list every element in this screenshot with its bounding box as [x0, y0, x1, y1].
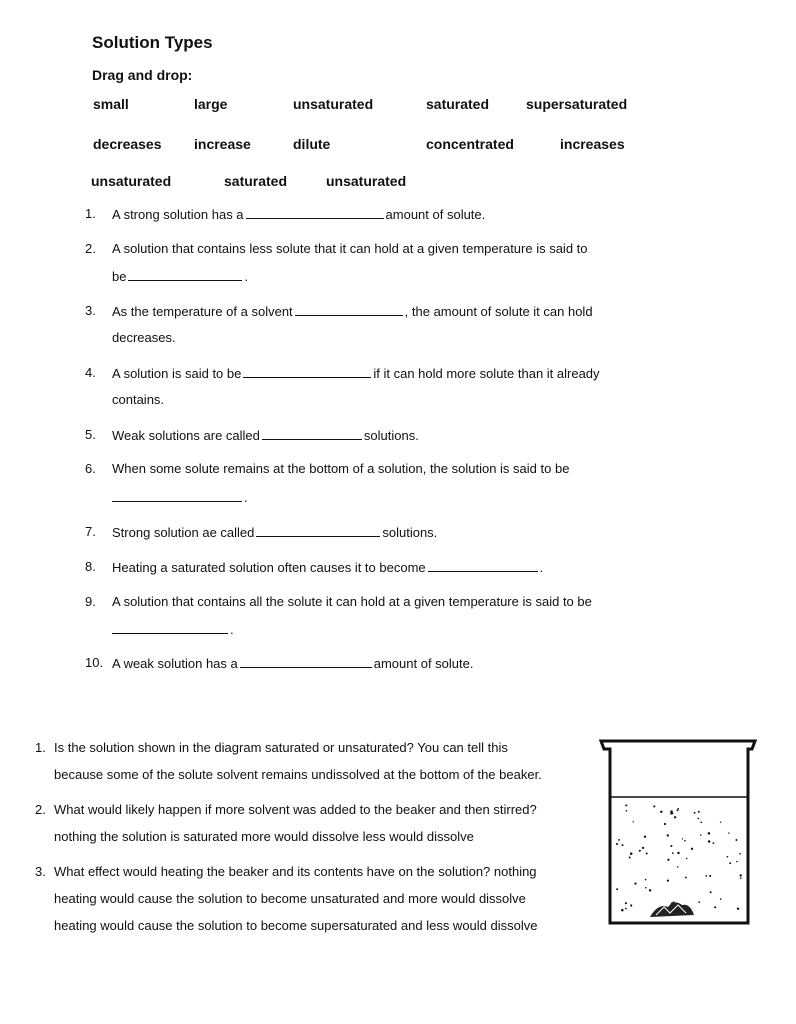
- question-number: 3.: [35, 864, 46, 879]
- question-9-continued: [112, 621, 234, 637]
- instruction-text: Drag and drop:: [92, 67, 193, 83]
- particle-dot: [660, 811, 662, 813]
- particle-dot: [694, 812, 696, 814]
- particle-dot: [698, 901, 700, 903]
- particle-dot: [705, 875, 707, 877]
- question-text: A strong solution has a: [112, 207, 244, 222]
- question-text: solutions.: [382, 525, 438, 540]
- question-number: 1.: [85, 206, 96, 221]
- question-text: As the temperature of a solvent: [112, 304, 293, 319]
- particle-dot: [642, 847, 644, 849]
- answer-drop-blank[interactable]: [243, 365, 371, 378]
- beaker-answer-choices-2[interactable]: [54, 829, 474, 844]
- particle-dot: [708, 840, 711, 843]
- particle-dot: [691, 848, 693, 850]
- particle-dot: [737, 907, 739, 909]
- particle-dot: [686, 858, 688, 860]
- question-6-continued: [112, 489, 248, 505]
- word-chip-large[interactable]: large: [194, 96, 228, 112]
- question-number: 5.: [85, 427, 96, 442]
- question-text: , the amount of solute it can hold: [404, 304, 593, 319]
- question-text: solutions.: [363, 428, 419, 443]
- question-number: 2.: [35, 802, 46, 817]
- word-chip-saturated[interactable]: saturated: [426, 96, 490, 112]
- particle-dot: [618, 839, 620, 841]
- particle-dot: [625, 804, 627, 806]
- answer-choice-text[interactable]: heating would cause the solution to become supersaturated and less would dissolve: [54, 918, 538, 933]
- answer-drop-blank[interactable]: [128, 268, 242, 281]
- particle-dot: [720, 821, 721, 822]
- question-number: 7.: [85, 524, 96, 539]
- question-text: .: [539, 560, 544, 575]
- particle-dot: [727, 856, 729, 858]
- particle-dot: [735, 839, 737, 841]
- question-text: Is the solution shown in the diagram saturated or unsaturated? You can tell this: [54, 740, 508, 755]
- particle-dot: [685, 876, 687, 878]
- word-chip-supersaturated[interactable]: supersaturated: [526, 96, 628, 112]
- particle-dot: [674, 816, 676, 818]
- question-number: 10.: [85, 655, 104, 670]
- word-chip-decreases[interactable]: decreases: [93, 136, 162, 152]
- question-text: amount of solute.: [373, 656, 474, 671]
- particle-dot: [621, 909, 624, 912]
- answer-drop-blank[interactable]: [256, 524, 380, 537]
- question-text: decreases.: [112, 330, 176, 345]
- question-text: .: [244, 490, 248, 505]
- word-chip-unsaturated-3[interactable]: unsaturated: [326, 173, 407, 189]
- word-chip-concentrated[interactable]: concentrated: [426, 136, 514, 152]
- beaker-outline: [601, 741, 755, 923]
- question-text: A solution is said to be: [112, 366, 242, 381]
- question-4-continued: [112, 392, 164, 407]
- answer-drop-blank[interactable]: [428, 559, 538, 572]
- answer-choice-text[interactable]: because some of the solute solvent remains undissolved at the bottom of the beaker.: [54, 767, 542, 782]
- particle-dot: [720, 898, 722, 900]
- question-text: contains.: [112, 392, 165, 407]
- particle-dot: [740, 877, 742, 879]
- word-chip-saturated-2[interactable]: saturated: [224, 173, 288, 189]
- particle-dot: [667, 859, 669, 861]
- particle-dot: [664, 823, 666, 825]
- answer-drop-blank[interactable]: [262, 427, 362, 440]
- particle-dot: [728, 832, 729, 833]
- question-number: 1.: [35, 740, 46, 755]
- answer-drop-blank[interactable]: [246, 206, 384, 219]
- answer-drop-blank[interactable]: [295, 303, 403, 316]
- word-chip-dilute[interactable]: dilute: [293, 136, 331, 152]
- particle-dot: [667, 880, 669, 882]
- particle-dot: [714, 906, 716, 908]
- particle-dot: [700, 834, 702, 836]
- question-text: When some solute remains at the bottom of a solution, the solution is said to be: [112, 461, 570, 476]
- question-text: What would likely happen if more solvent was added to the beaker and then stirred?: [54, 802, 537, 817]
- particle-dot: [700, 821, 702, 823]
- answer-choice-text[interactable]: heating would cause the solution to become unsaturated and more would dissolve: [54, 891, 526, 906]
- question-number: 4.: [85, 365, 96, 380]
- word-chip-unsaturated-2[interactable]: unsaturated: [91, 173, 172, 189]
- particle-dot: [616, 843, 618, 845]
- word-chip-increase[interactable]: increase: [194, 136, 251, 152]
- beaker-answer-choices-3a[interactable]: [54, 891, 526, 906]
- particle-dot: [629, 857, 631, 859]
- particle-dot: [729, 862, 731, 864]
- question-number: 9.: [85, 594, 96, 609]
- particle-dot: [736, 861, 737, 862]
- particle-dot: [616, 888, 618, 890]
- particle-dot: [633, 821, 634, 822]
- answer-drop-blank[interactable]: [112, 489, 242, 502]
- answer-drop-blank[interactable]: [240, 655, 372, 668]
- question-text: be: [112, 269, 127, 284]
- particle-dot: [634, 882, 636, 884]
- question-3-continued: [112, 330, 176, 345]
- question-text: A weak solution has a: [112, 656, 238, 671]
- question-text: Heating a saturated solution often causes it to become: [112, 560, 426, 575]
- dissolved-particles: [616, 804, 742, 914]
- particle-dot: [698, 811, 700, 813]
- particle-dot: [712, 842, 714, 844]
- question-number: 8.: [85, 559, 96, 574]
- particle-dot: [739, 853, 741, 855]
- particle-dot: [626, 810, 628, 812]
- beaker-answer-choices-1[interactable]: [54, 767, 542, 782]
- particle-dot: [622, 844, 624, 846]
- particle-dot: [646, 853, 648, 855]
- beaker-diagram: [598, 735, 758, 930]
- particle-dot: [670, 810, 673, 813]
- particle-dot: [625, 908, 627, 910]
- particle-dot: [710, 891, 712, 893]
- particle-dot: [645, 887, 647, 889]
- particle-dot: [709, 875, 711, 877]
- question-text: A solution that contains less solute that it can hold at a given temperature is said to: [112, 241, 588, 256]
- question-text: .: [230, 622, 234, 637]
- particle-dot: [697, 818, 699, 820]
- question-2-continued: [112, 268, 248, 284]
- particle-dot: [630, 904, 632, 906]
- answer-drop-blank[interactable]: [112, 621, 228, 634]
- question-text: Weak solutions are called: [112, 428, 260, 443]
- word-chip-unsaturated[interactable]: unsaturated: [293, 96, 374, 112]
- question-text: .: [244, 269, 249, 284]
- particle-dot: [677, 809, 679, 811]
- particle-dot: [630, 852, 633, 855]
- question-text: Strong solution ae called: [112, 525, 255, 540]
- particle-dot: [649, 889, 651, 891]
- question-number: 2.: [85, 241, 96, 256]
- word-chip-small[interactable]: small: [93, 96, 129, 112]
- particle-dot: [677, 866, 679, 868]
- question-text: What effect would heating the beaker and its contents have on the solution? nothing: [54, 864, 537, 879]
- particle-dot: [625, 902, 627, 904]
- particle-dot: [670, 845, 672, 847]
- question-text: amount of solute.: [385, 207, 486, 222]
- question-number: 6.: [85, 461, 96, 476]
- particle-dot: [677, 852, 679, 854]
- particle-dot: [684, 840, 686, 842]
- particle-dot: [644, 836, 646, 838]
- particle-dot: [682, 838, 683, 839]
- answer-choice-text[interactable]: nothing the solution is saturated more would dissolve less would dissolve: [54, 829, 474, 844]
- question-number: 3.: [85, 303, 96, 318]
- particle-dot: [667, 834, 669, 836]
- word-chip-increases[interactable]: increases: [560, 136, 625, 152]
- question-text: A solution that contains all the solute it can hold at a given temperature is said to be: [112, 594, 592, 609]
- page-title: Solution Types: [92, 33, 213, 52]
- particle-dot: [740, 874, 742, 876]
- particle-dot: [653, 805, 655, 807]
- particle-dot: [645, 879, 647, 881]
- particle-dot: [639, 850, 641, 852]
- beaker-answer-choices-3b[interactable]: [54, 918, 537, 933]
- particle-dot: [672, 852, 674, 854]
- question-text: if it can hold more solute than it already: [373, 366, 600, 381]
- particle-dot: [708, 832, 711, 835]
